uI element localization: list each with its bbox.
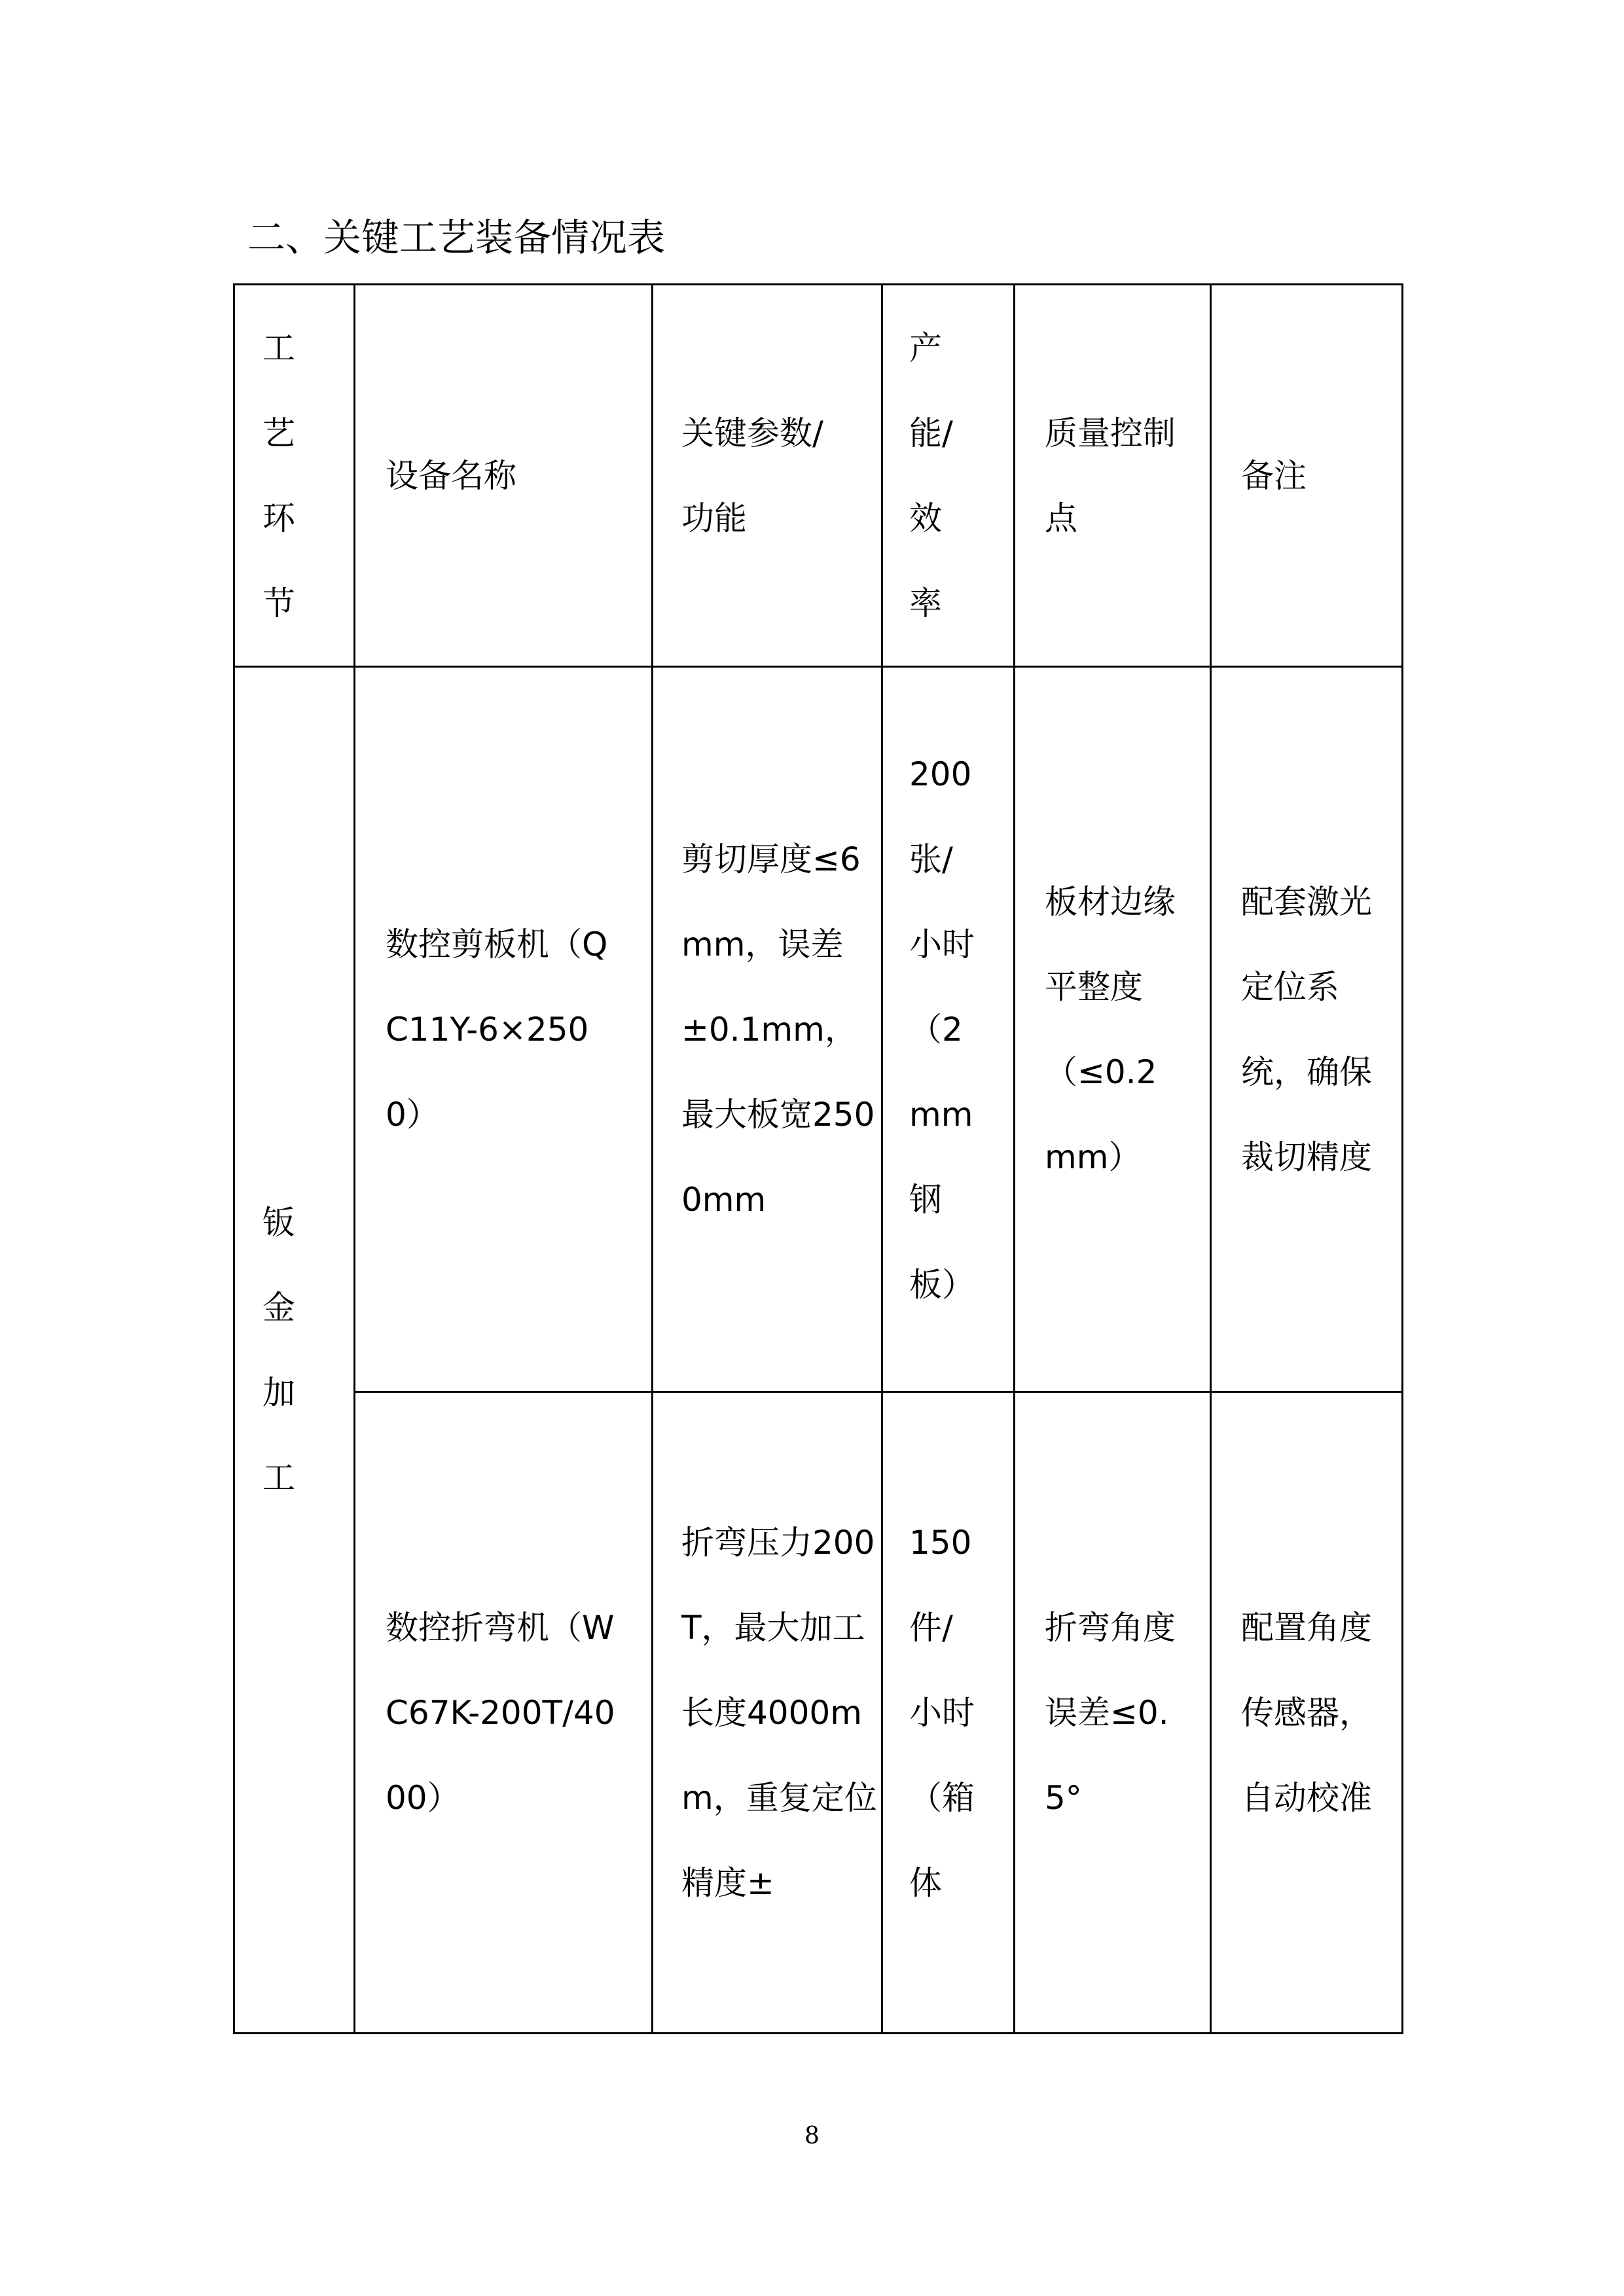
equipment-cell: 数控剪板机（QC11Y-6×2500） bbox=[355, 667, 653, 1392]
notes-cell: 配置角度传感器，自动校准 bbox=[1211, 1392, 1403, 2034]
header-qc: 质量控制点 bbox=[1015, 285, 1211, 667]
table-row bbox=[234, 1392, 1403, 2034]
header-notes: 备注 bbox=[1211, 285, 1403, 667]
equipment-table bbox=[233, 283, 1403, 2034]
header-capacity: 产能/效率 bbox=[882, 285, 1015, 667]
stage-cell: 钣金加工 bbox=[234, 667, 355, 2034]
table-row bbox=[234, 667, 1403, 1392]
header-params: 关键参数/功能 bbox=[653, 285, 882, 667]
equipment-cell: 数控折弯机（WC67K-200T/4000） bbox=[355, 1392, 653, 2034]
section-title: 二、关键工艺装备情况表 bbox=[247, 215, 666, 260]
table-header-row bbox=[234, 285, 1403, 667]
qc-cell: 板材边缘平整度（≤0.2mm） bbox=[1015, 667, 1211, 1392]
page-number: 8 bbox=[804, 2123, 820, 2149]
header-equipment: 设备名称 bbox=[355, 285, 653, 667]
capacity-cell: 150件/小时（箱体 bbox=[882, 1392, 1015, 2034]
params-cell: 折弯压力200T，最大加工长度4000mm，重复定位精度± bbox=[653, 1392, 882, 2034]
notes-cell: 配套激光定位系统，确保裁切精度 bbox=[1211, 667, 1403, 1392]
capacity-cell: 200张/小时（2mm钢板） bbox=[882, 667, 1015, 1392]
params-cell: 剪切厚度≤6mm，误差±0.1mm，最大板宽2500mm bbox=[653, 667, 882, 1392]
header-stage: 工艺环节 bbox=[234, 285, 355, 667]
qc-cell: 折弯角度误差≤0.5° bbox=[1015, 1392, 1211, 2034]
